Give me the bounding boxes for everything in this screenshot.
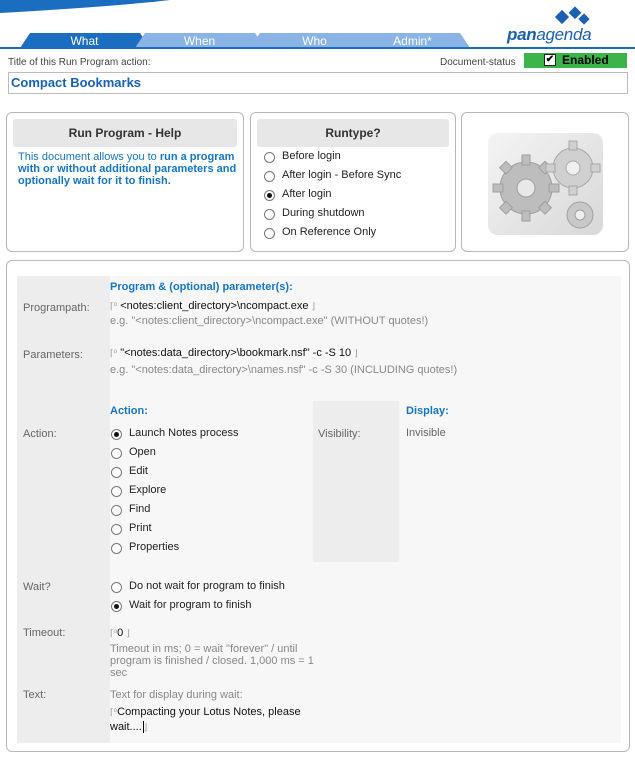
- radio-icon[interactable]: [264, 228, 275, 239]
- enabled-checkbox[interactable]: ✔: [545, 54, 555, 65]
- timeout-label: Timeout:: [23, 627, 66, 639]
- radio-icon[interactable]: [111, 524, 122, 535]
- radio-icon[interactable]: [264, 152, 275, 163]
- radio-icon[interactable]: [264, 209, 275, 220]
- visibility-label: Visibility:: [318, 428, 361, 440]
- tab-admin[interactable]: Admin*: [393, 34, 432, 48]
- display-header: Display:: [406, 405, 449, 417]
- radio-icon[interactable]: [111, 448, 122, 459]
- text-hint: Text for display during wait:: [110, 689, 243, 701]
- visibility-column: [313, 401, 399, 562]
- action-label: Action:: [23, 428, 57, 440]
- timeout-input[interactable]: ⌈⁰0 ⌋: [110, 627, 130, 639]
- logo-text-agenda: agenda: [536, 25, 592, 44]
- help-text-intro: This document allows you to: [18, 151, 160, 163]
- text-label: Text:: [23, 689, 47, 701]
- tab-bar: [0, 33, 470, 48]
- radio-selected-icon[interactable]: [264, 190, 275, 201]
- wait-text-input[interactable]: ⌈⁰Compacting your Lotus Notes, please wait.... ⌋: [110, 706, 301, 733]
- wait-label: Wait?: [23, 581, 51, 593]
- display-value: Invisible: [406, 427, 446, 439]
- program-header: Program & (optional) parameter(s):: [110, 281, 293, 293]
- timeout-hint: Timeout in ms; 0 = wait "forever" / until program is finished / closed. 1,000 ms = 1 sec: [110, 643, 314, 679]
- program-form: Program & (optional) parameter(s): Programpath: ⌈⁰ <notes:client_directory>\ncompact.exe ⌋ e.g. "<notes:client_directory>\ncompact.exe" (WITHOUT quotes!) Parameters: ⌈⁰ "<notes:data_directory>\bookmark.nsf" -c -S 10 ⌋ e.g. "<notes:data_directory>\names.nsf" -c -S 30 (INCLUDING quotes!) Action: Display: Action: Visibility: Invisible Launch Notes process Open Edit Explore Find Print Properties Wait? Do not wait for program to finish Wait for program to finish Timeout: ⌈⁰0 ⌋ Timeout in ms; 0 = wait "forever" / until program is finished / closed. 1,000 ms = 1 sec Text: Text for display during wait: ⌈⁰Compacting your Lotus Notes, please wait.... ⌋: [6, 260, 630, 752]
- radio-selected-icon[interactable]: [111, 429, 122, 440]
- title-label: Title of this Run Program action:: [8, 57, 151, 68]
- radio-icon[interactable]: [111, 467, 122, 478]
- parameters-hint: e.g. "<notes:data_directory>\names.nsf" -c -S 30 (INCLUDING quotes!): [110, 364, 458, 376]
- enabled-toggle[interactable]: [524, 53, 627, 68]
- title-input[interactable]: [8, 72, 628, 94]
- help-text: [18, 151, 243, 187]
- radio-selected-icon[interactable]: [111, 601, 122, 612]
- radio-icon[interactable]: [111, 582, 122, 593]
- gears-icon: [488, 133, 603, 235]
- tab-when[interactable]: When: [183, 34, 216, 48]
- radio-icon[interactable]: [111, 486, 122, 497]
- parameters-label: Parameters:: [23, 349, 83, 361]
- tab-what[interactable]: What: [70, 34, 99, 48]
- label-column: [17, 276, 110, 743]
- help-panel: [6, 112, 244, 252]
- parameters-input[interactable]: ⌈⁰ "<notes:data_directory>\bookmark.nsf" -c -S 10 ⌋: [110, 347, 358, 359]
- image-panel: [461, 112, 629, 252]
- doc-status-label: Document-status: [440, 57, 516, 68]
- radio-icon[interactable]: [264, 171, 275, 182]
- radio-icon[interactable]: [111, 543, 122, 554]
- programpath-hint: e.g. "<notes:client_directory>\ncompact.exe" (WITHOUT quotes!): [110, 315, 429, 327]
- action-header: Action:: [110, 405, 148, 417]
- enabled-label: Enabled: [562, 53, 609, 67]
- programpath-label: Programpath:: [23, 302, 90, 314]
- gears-image: [488, 133, 603, 235]
- programpath-input[interactable]: ⌈⁰ <notes:client_directory>\ncompact.exe ⌋: [110, 300, 316, 312]
- radio-icon[interactable]: [111, 505, 122, 516]
- runtype-header: Runtype?: [257, 119, 449, 147]
- logo-text-pan: pan: [507, 25, 537, 44]
- panagenda-logo: [507, 6, 627, 42]
- title-value: Compact Bookmarks: [11, 75, 142, 90]
- runtype-panel: Runtype? Before login After login - Before Sync After login During shutdown On Reference Only: [250, 112, 456, 252]
- tab-who[interactable]: Who: [302, 34, 327, 48]
- help-text-run: run a program: [159, 151, 235, 163]
- help-text-rest: with or without additional parameters and optionally wait for it to finish.: [18, 163, 237, 187]
- help-header: Run Program - Help: [13, 119, 237, 147]
- header-swoosh: [0, 0, 170, 14]
